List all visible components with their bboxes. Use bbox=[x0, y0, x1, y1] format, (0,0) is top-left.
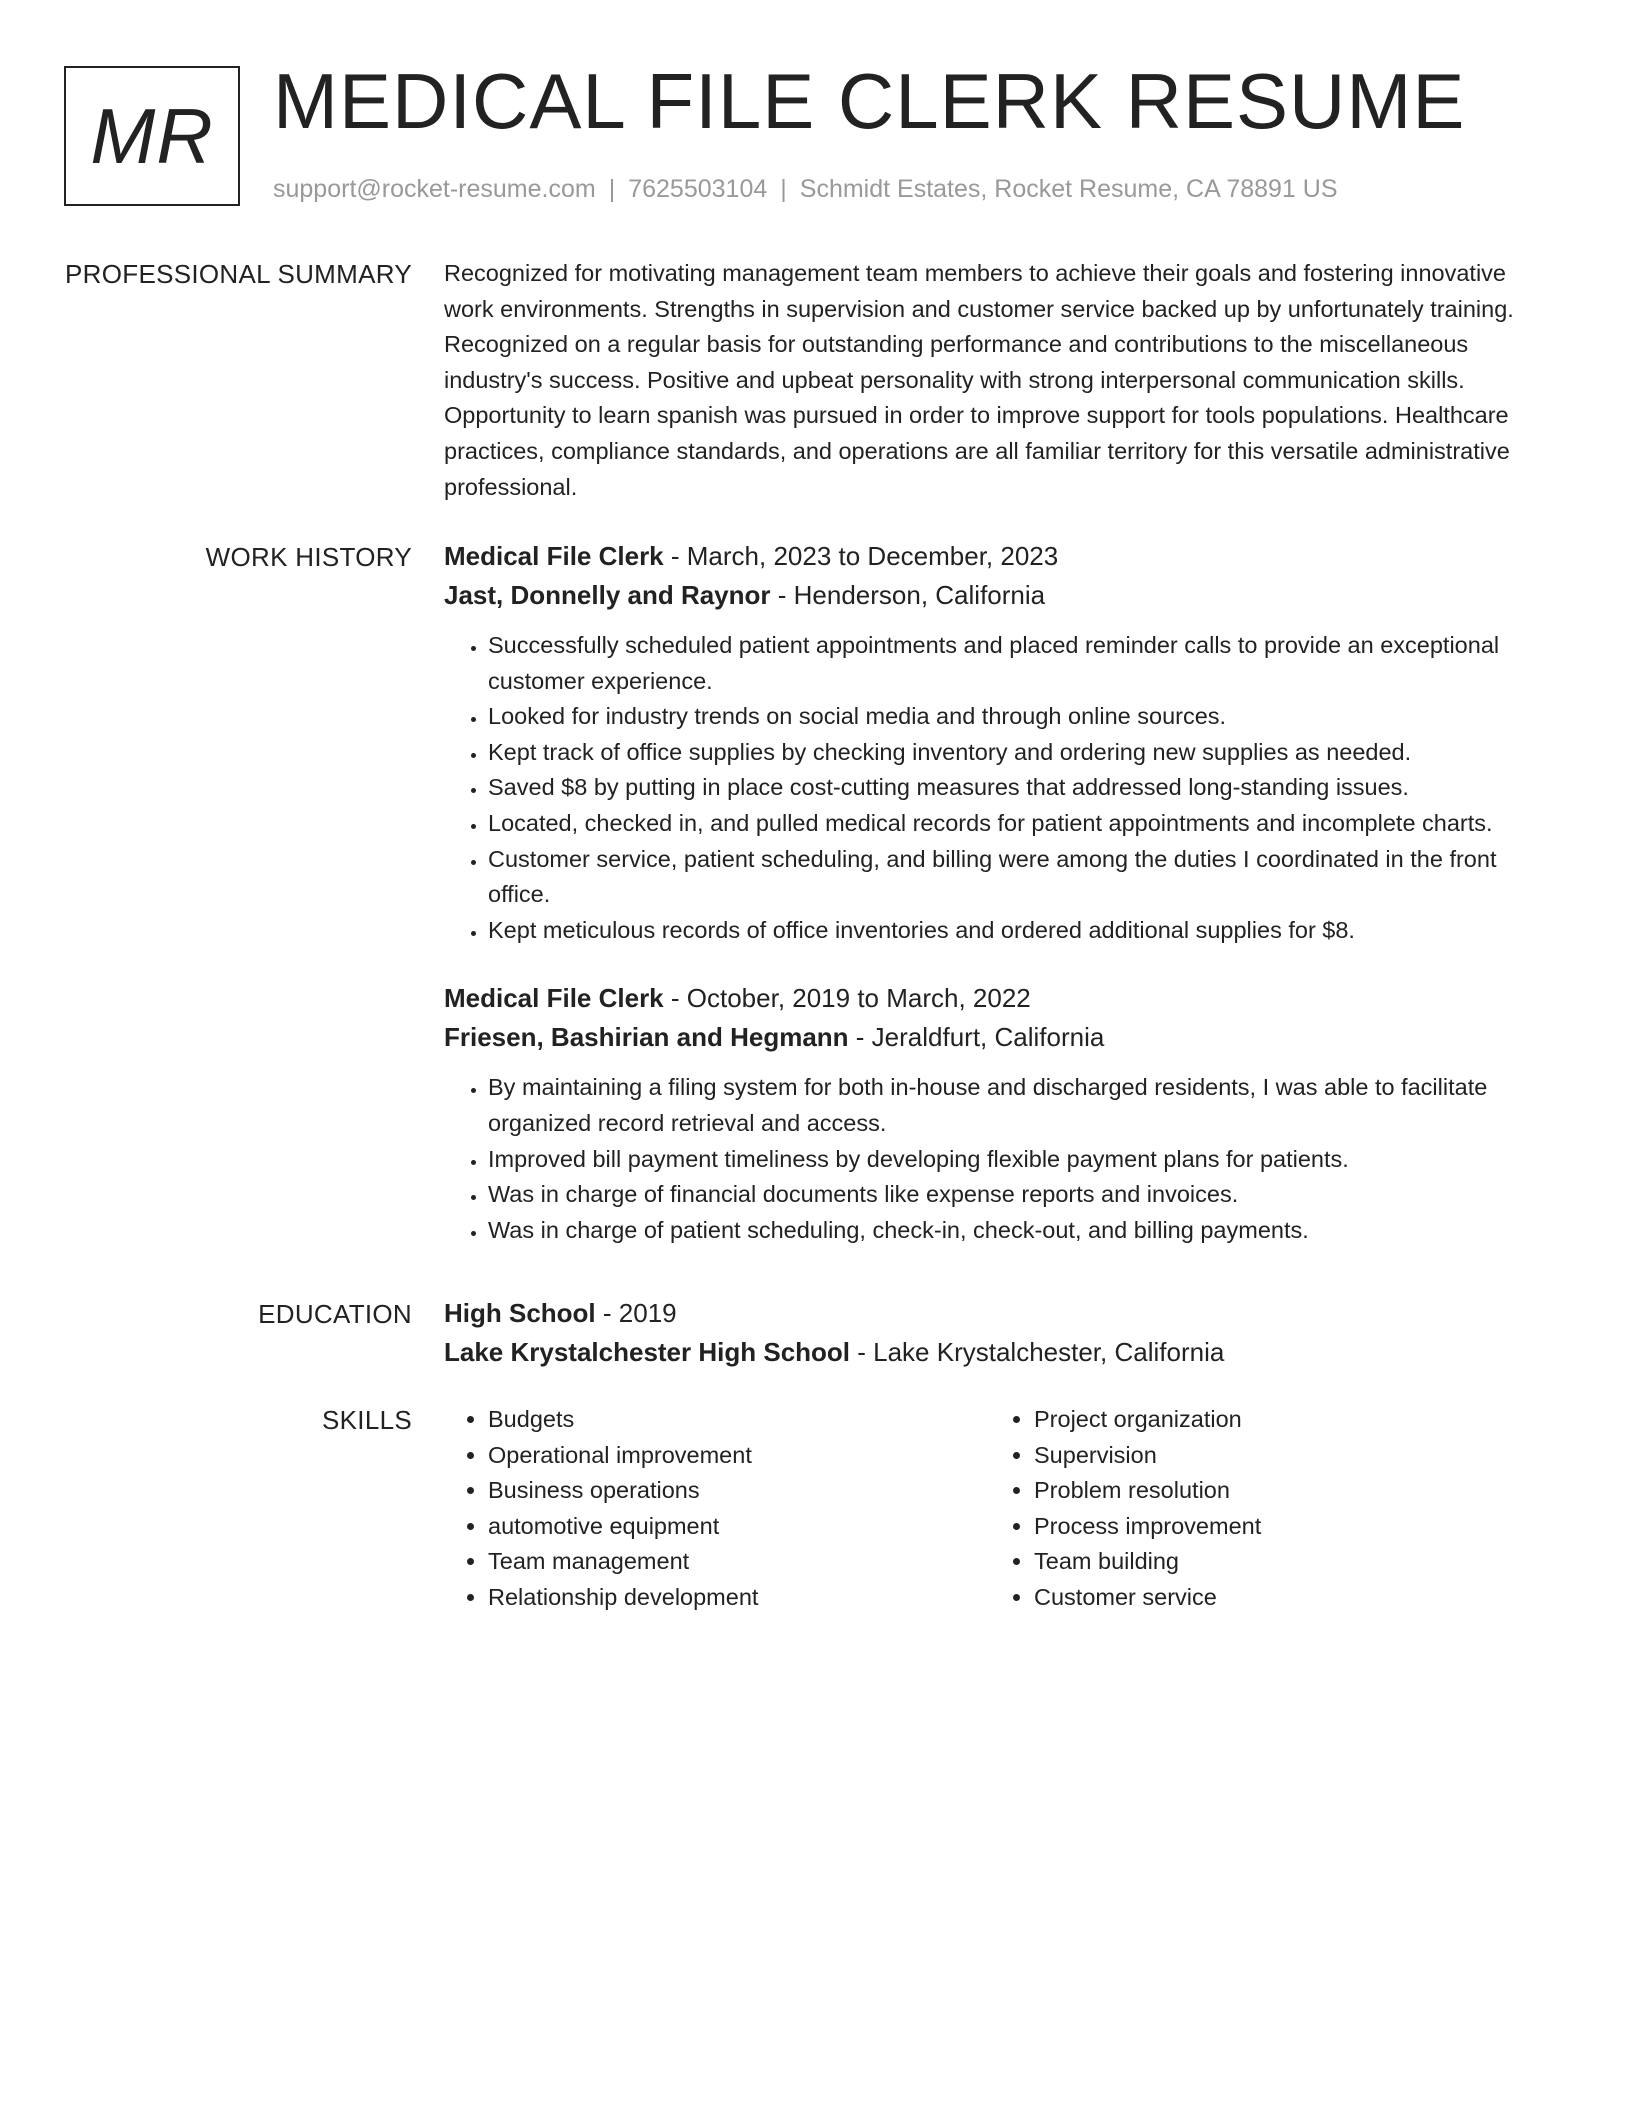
summary-body bbox=[444, 256, 1559, 505]
job-entry bbox=[444, 979, 1559, 1248]
job-title-line bbox=[444, 979, 1559, 1018]
job-bullet: • Improved bill payment timeliness by developing flexible payment plans for patients. bbox=[488, 1142, 1559, 1178]
resume-title: MEDICAL FILE CLERK RESUME bbox=[273, 57, 1466, 145]
job-entry bbox=[444, 537, 1559, 948]
job-bullets bbox=[444, 1070, 1559, 1248]
job-bullet: • Located, checked in, and pulled medical records for patient appointments and incomplete charts. bbox=[488, 806, 1559, 842]
summary-label: PROFESSIONAL SUMMARY bbox=[65, 259, 412, 289]
company-location: - Jeraldfurt, California bbox=[848, 1022, 1105, 1053]
summary-text: Recognized for motivating management team members to achieve their goals and fostering innovative work environments. Strengths in supervision and customer service backed up by unfortunately training. Recognized on a regular basis for outstanding performance and contributions to the miscellaneous industry's success. Positive and upbeat personality with strong interpersonal communication skills. Opportunity to learn spanish was pursued in order to improve support for tools populations. Healthcare practices, compliance standards, and operations are all familiar territory for this versatile administrative professional. bbox=[444, 260, 1514, 500]
work-history-body bbox=[444, 537, 1559, 1248]
company-name: Friesen, Bashirian and Hegmann bbox=[444, 1022, 849, 1053]
skill-item: • Business operations bbox=[488, 1473, 988, 1509]
skills-body bbox=[444, 1402, 1559, 1616]
skill-item: • Budgets bbox=[488, 1402, 988, 1438]
company-location: - Henderson, California bbox=[770, 580, 1046, 610]
job-bullet: • Kept meticulous records of office inventories and ordered additional supplies for $8. bbox=[488, 913, 1559, 949]
job-bullet: • Successfully scheduled patient appointments and placed reminder calls to provide an exceptional customer experience. bbox=[488, 628, 1559, 699]
contact-line bbox=[273, 174, 1338, 204]
skill-item: • Problem resolution bbox=[1034, 1473, 1534, 1509]
job-dates: - March, 2023 to December, 2023 bbox=[663, 541, 1059, 571]
education-school: Lake Krystalchester High School bbox=[444, 1337, 851, 1367]
job-bullet: • Customer service, patient scheduling, and billing were among the duties I coordinated in the front office. bbox=[488, 842, 1559, 913]
education-body bbox=[444, 1294, 1559, 1372]
skill-item: • Team management bbox=[488, 1544, 988, 1580]
contact-email: support@rocket-resume.com bbox=[273, 175, 596, 203]
company-line bbox=[444, 576, 1559, 615]
education-degree-line bbox=[444, 1294, 1559, 1333]
education-location: - Lake Krystalchester, California bbox=[850, 1337, 1225, 1367]
contact-address: Schmidt Estates, Rocket Resume, CA 78891 US bbox=[799, 175, 1338, 203]
job-bullet: • Looked for industry trends on social media and through online sources. bbox=[488, 699, 1559, 735]
education-school-line bbox=[444, 1333, 1559, 1372]
skill-item: • Project organization bbox=[1034, 1402, 1534, 1438]
contact-separator: | bbox=[780, 175, 787, 203]
job-dates: - October, 2019 to March, 2022 bbox=[663, 983, 1031, 1014]
company-name: Jast, Donnelly and Raynor bbox=[444, 580, 771, 610]
job-bullet: • Was in charge of patient scheduling, check-in, check-out, and billing payments. bbox=[488, 1213, 1559, 1249]
monogram-badge: MR bbox=[64, 66, 240, 206]
contact-separator: | bbox=[608, 175, 616, 203]
job-bullet: • Kept track of office supplies by checking inventory and ordering new supplies as needed. bbox=[488, 735, 1559, 771]
job-bullet: • Saved $8 by putting in place cost-cutting measures that addressed long-standing issues. bbox=[488, 770, 1559, 806]
skill-item: • Team building bbox=[1034, 1544, 1534, 1580]
skill-item: • Relationship development bbox=[488, 1580, 988, 1616]
skill-item: • Customer service bbox=[1034, 1580, 1534, 1616]
company-line bbox=[444, 1018, 1559, 1057]
education-label: EDUCATION bbox=[258, 1299, 412, 1329]
skills-label: SKILLS bbox=[322, 1405, 412, 1435]
skills-columns bbox=[444, 1402, 1559, 1616]
skills-list-left bbox=[444, 1402, 988, 1616]
skill-item: • automotive equipment bbox=[488, 1509, 988, 1545]
job-bullet: • Was in charge of financial documents like expense reports and invoices. bbox=[488, 1177, 1559, 1213]
job-bullets bbox=[444, 628, 1559, 948]
work-history-label: WORK HISTORY bbox=[205, 542, 412, 572]
job-title: Medical File Clerk bbox=[444, 983, 664, 1014]
skill-item: • Process improvement bbox=[1034, 1509, 1534, 1545]
skill-item: • Operational improvement bbox=[488, 1438, 988, 1474]
education-year: - 2019 bbox=[595, 1298, 677, 1328]
job-title: Medical File Clerk bbox=[444, 541, 664, 571]
skill-item: • Supervision bbox=[1034, 1438, 1534, 1474]
job-bullet: • By maintaining a filing system for both in-house and discharged residents, I was able to facilitate organized record retrieval and access. bbox=[488, 1070, 1559, 1141]
education-degree: High School bbox=[444, 1298, 596, 1328]
job-title-line bbox=[444, 537, 1559, 576]
skills-list-right bbox=[988, 1402, 1534, 1616]
contact-phone: 7625503104 bbox=[628, 175, 768, 203]
